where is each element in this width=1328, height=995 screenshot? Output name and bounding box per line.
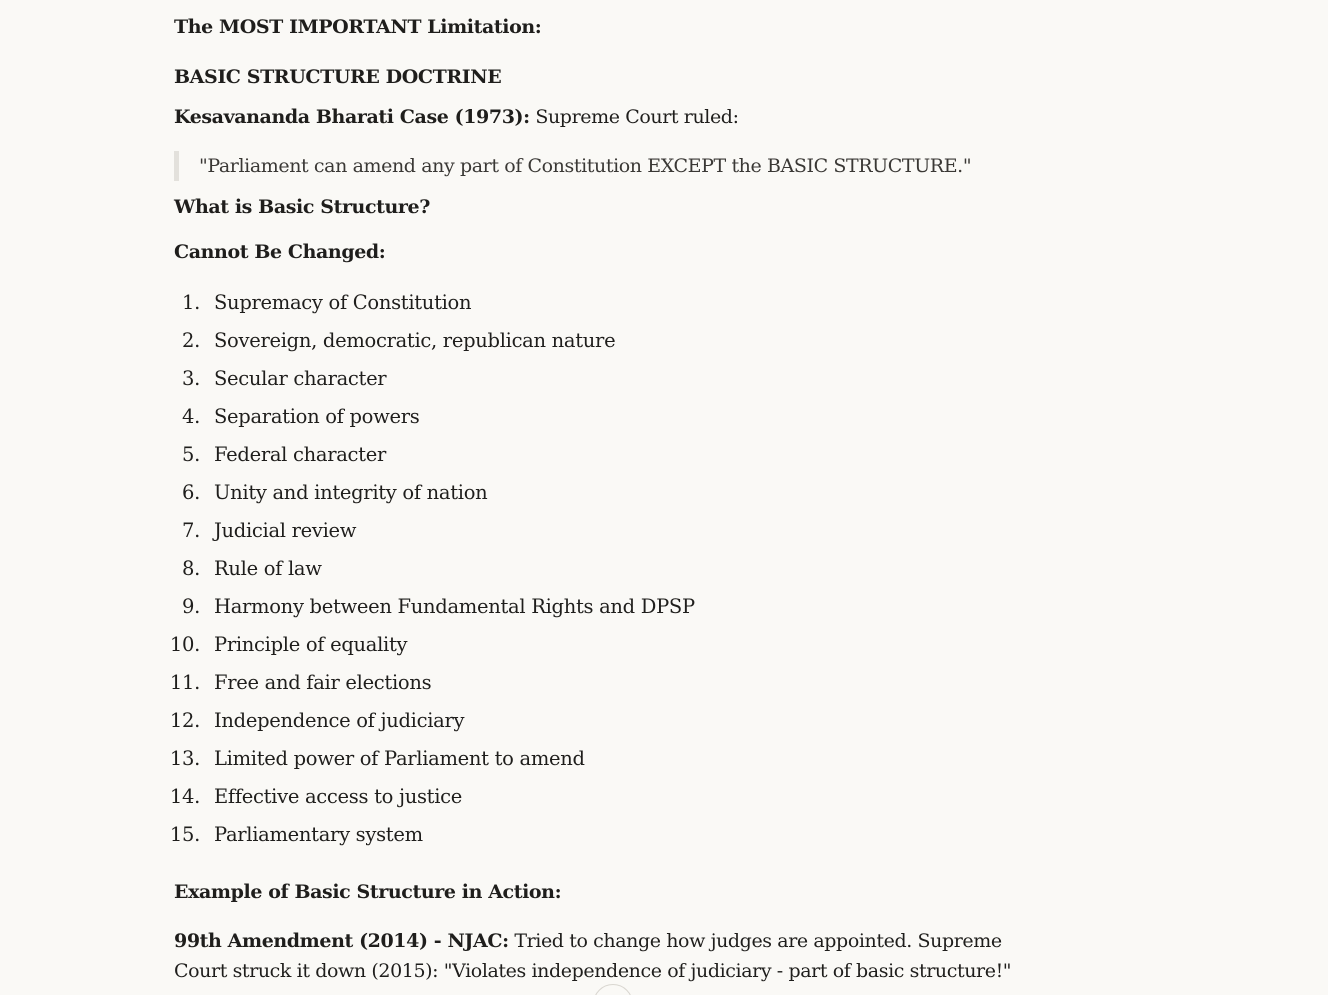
blockquote: "Parliament can amend any part of Constitution EXCEPT the BASIC STRUCTURE."	[174, 151, 971, 181]
list-item-text: Principle of equality	[214, 633, 408, 656]
list-item-text: Harmony between Fundamental Rights and DPSP	[214, 595, 695, 618]
list-item-text: Independence of judiciary	[214, 709, 465, 732]
list-item-number: 1.	[181, 291, 200, 314]
list-item-text: Limited power of Parliament to amend	[214, 747, 585, 770]
list-item-number: 14.	[169, 785, 200, 808]
list-item-text: Effective access to justice	[214, 785, 462, 808]
list-item-number: 5.	[181, 443, 200, 466]
heading-doctrine: BASIC STRUCTURE DOCTRINE	[174, 66, 502, 88]
list-item-text: Supremacy of Constitution	[214, 291, 472, 314]
case-title: Kesavananda Bharati Case (1973):	[174, 106, 530, 128]
list-item-text: Separation of powers	[214, 405, 420, 428]
list-item-text: Parliamentary system	[214, 823, 423, 846]
list-item-number: 7.	[181, 519, 200, 542]
heading-example: Example of Basic Structure in Action:	[174, 881, 562, 903]
list-item-text: Federal character	[214, 443, 386, 466]
list-item-number: 2.	[181, 329, 200, 352]
list-item-text: Rule of law	[214, 557, 322, 580]
list-item-number: 4.	[181, 405, 200, 428]
case-text: Supreme Court ruled:	[529, 106, 739, 128]
example-title: 99th Amendment (2014) - NJAC:	[174, 930, 509, 952]
list-item-number: 9.	[181, 595, 200, 618]
list-item-number: 15.	[169, 823, 200, 846]
list-item-number: 6.	[181, 481, 200, 504]
list-item-number: 8.	[181, 557, 200, 580]
example-paragraph	[174, 926, 1014, 986]
list-item-text: Secular character	[214, 367, 387, 390]
list-item-number: 13.	[169, 747, 200, 770]
example-text: Tried to change how judges are appointed. Supreme Court struck it down (2015): "Violates independence of judiciary - part of basic structure!"	[174, 930, 1012, 982]
heading-what-is: What is Basic Structure?	[174, 196, 430, 218]
list-item-number: 3.	[181, 367, 200, 390]
list-item-text: Judicial review	[214, 519, 357, 542]
list-item-text: Free and fair elections	[214, 671, 432, 694]
case-paragraph	[174, 106, 739, 128]
heading-limitation: The MOST IMPORTANT Limitation:	[174, 16, 542, 38]
list-item-number: 11.	[169, 671, 200, 694]
list-item-text: Unity and integrity of nation	[214, 481, 488, 504]
list-item-number: 10.	[169, 633, 200, 656]
list-item-text: Sovereign, democratic, republican nature	[214, 329, 616, 352]
heading-cannot-change: Cannot Be Changed:	[174, 241, 386, 263]
list-item-number: 12.	[169, 709, 200, 732]
